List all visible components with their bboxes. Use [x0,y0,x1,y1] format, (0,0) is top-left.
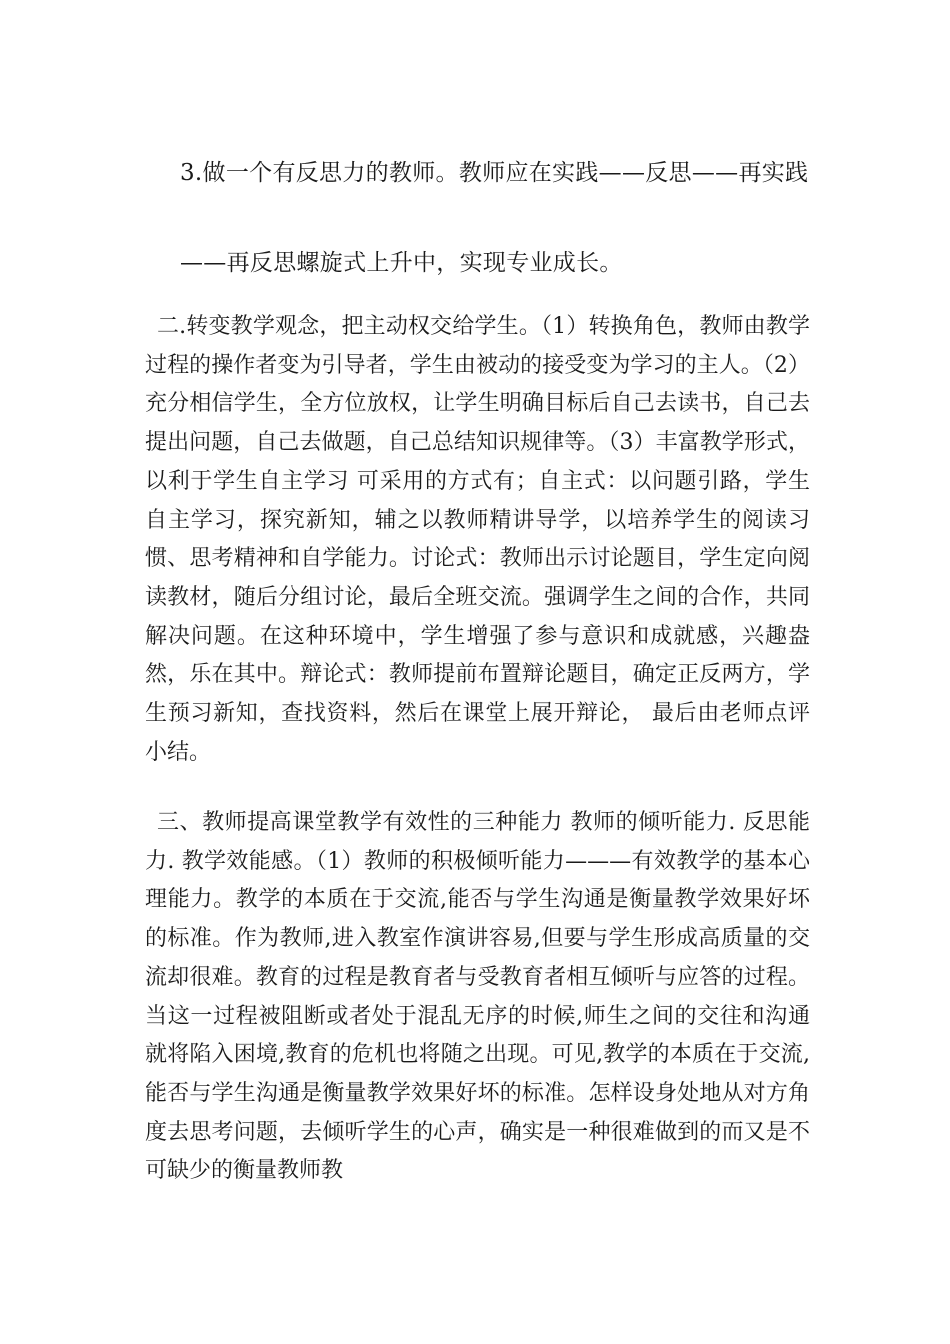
paragraph-text: 3.做一个有反思力的教师。教师应在实践——反思——再实践——再反思螺旋式上升中，实现专业成长。 [180,160,809,276]
paragraph-three-abilities: 三、教师提高课堂教学有效性的三种能力 教师的倾听能力. 反思能力. 教学效能感。（1）教师的积极倾听能力———有效教学的基本心理能力。教学的本质在于交流,能否与学生沟通是衡量教学效果好坏的标准。作为教师,进入教室作演讲容易,但要与学生形成高质量的交流却很难。教育的过程是教育者与受教育者相互倾听与应答的过程。当这一过程被阻断或者处于混乱无序的时候,师生之间的交往和沟通就将陷入困境,教育的危机也将随之出现。可见,教学的本质在于交流,能否与学生沟通是衡量教学效果好坏的标准。怎样设身处地从对方角度去思考问题，去倾听学生的心声，确实是一种很难做到的而又是不可缺少的衡量教师教 [145,810,810,1184]
paragraph-change-teaching-concept: 二.转变教学观念，把主动权交给学生。（1）转换角色，教师由教学过程的操作者变为引导者，学生由被动的接受变为学习的主人。（2）充分相信学生，全方位放权，让学生明确目标后自己去读书，自己去提出问题，自己去做题，自己总结知识规律等。（3）丰富教学形式，以利于学生自主学习 可采用的方式有；自主式：以问题引路，学生自主学习，探究新知，辅之以教师精讲导学，以培养学生的阅读习惯、思考精神和自学能力。讨论式：教师出示讨论题目，学生定向阅读教材，随后分组讨论，最后全班交流。强调学生之间的合作，共同解决问题。在这种环境中，学生增强了参与意识和成就感，兴趣盎然，乐在其中。辩论式：教师提前布置辩论题目，确定正反两方，学生预习新知，查找资料，然后在课堂上展开辩论， 最后由老师点评小结。 [145,314,810,765]
paragraph-reflective-teacher [145,128,810,308]
